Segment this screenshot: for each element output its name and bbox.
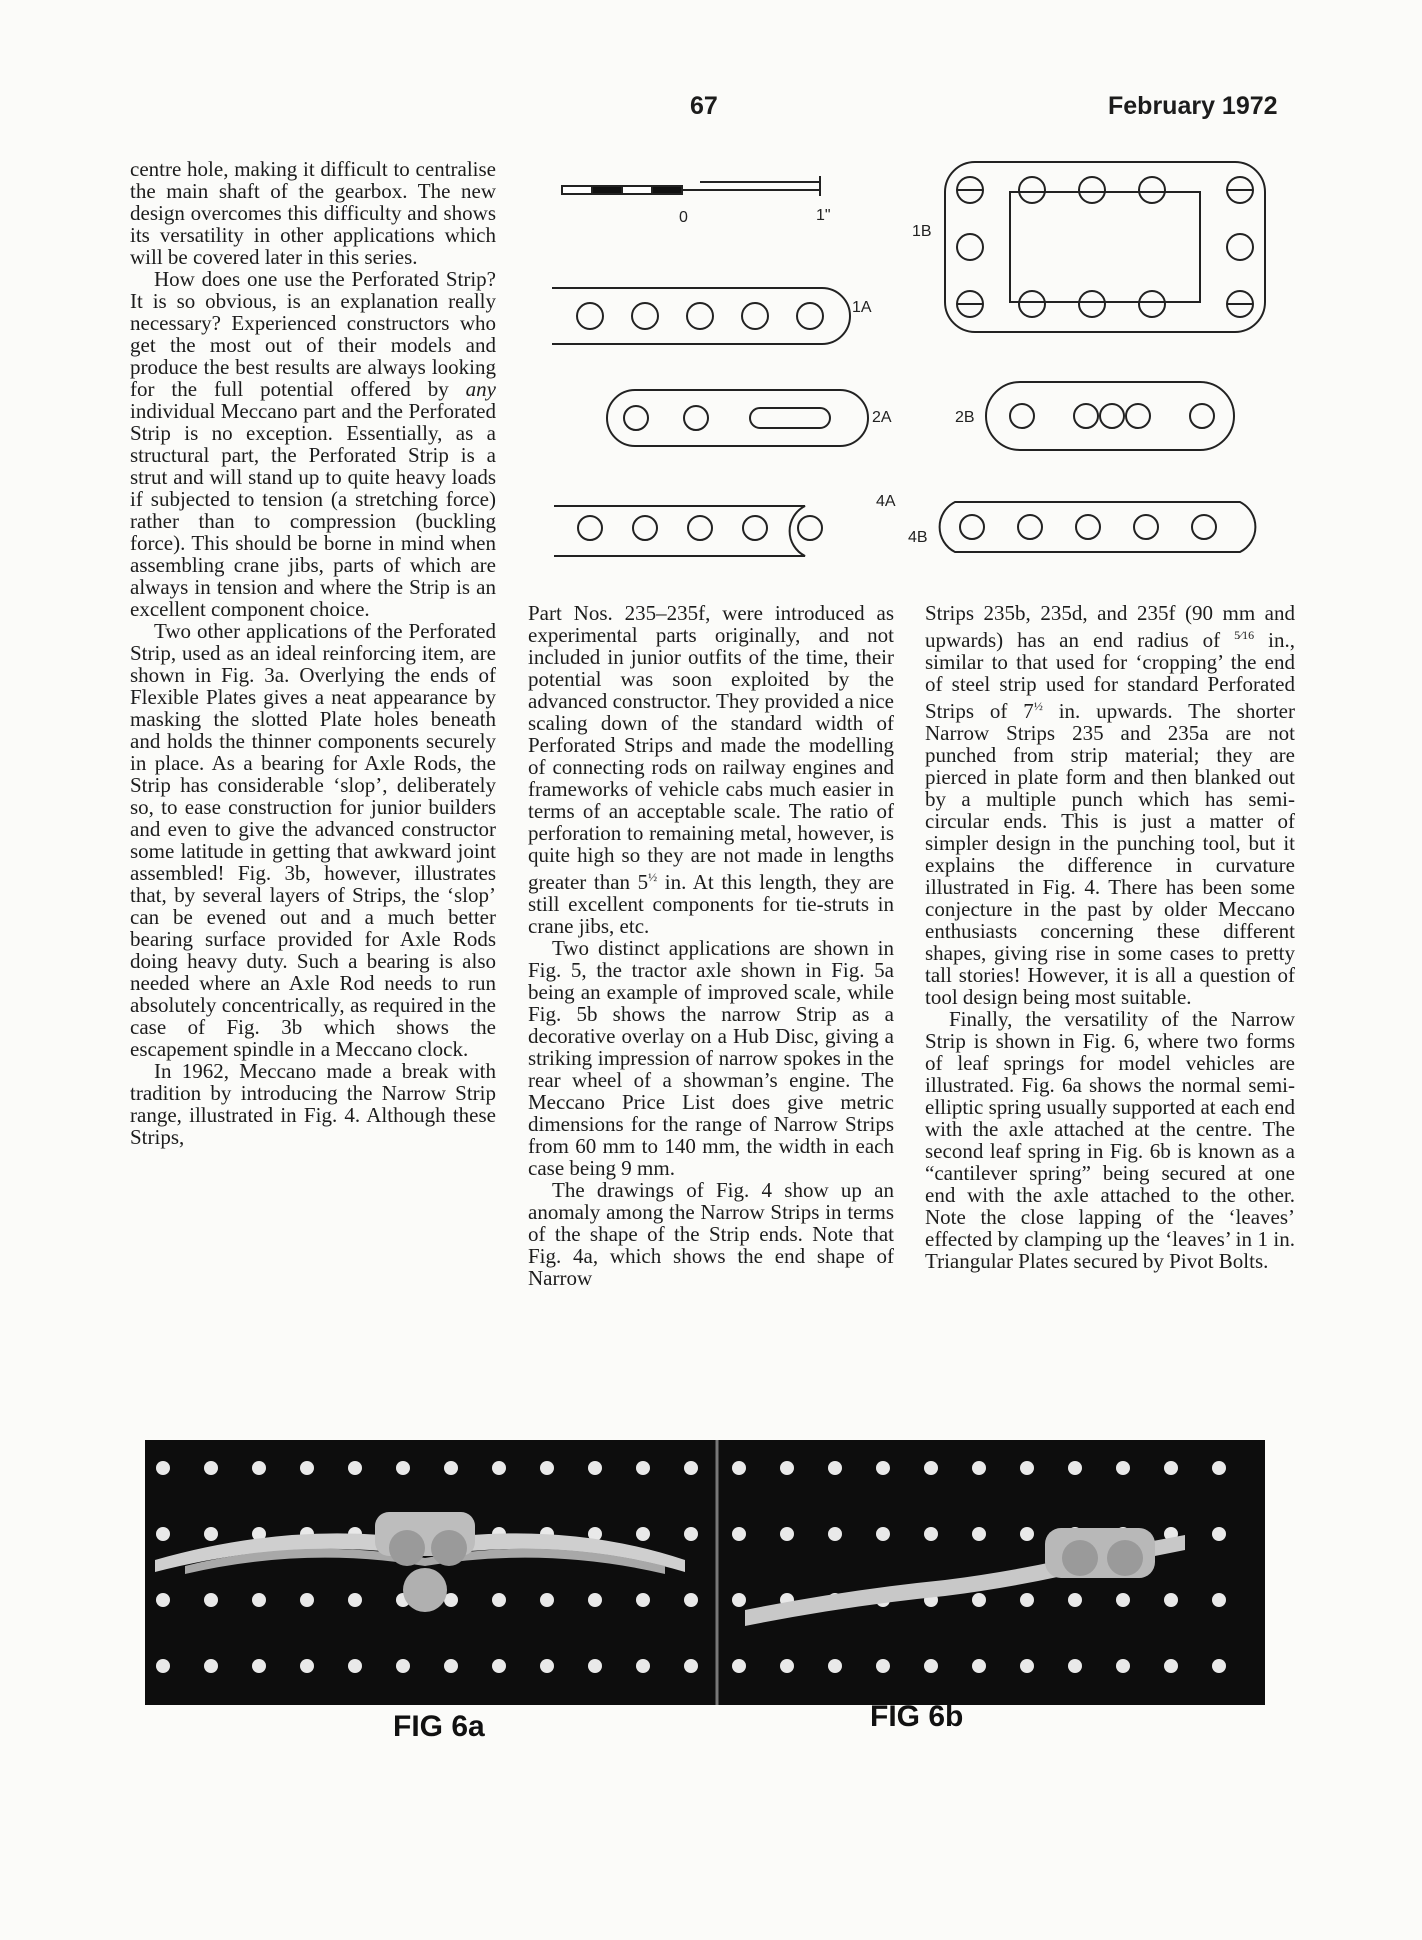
figure-6a-caption: FIG 6a (393, 1710, 485, 1743)
text-run: Part Nos. 235–235f, were introduced as experimental parts originally, and not included in junior outfits of the time, their potential was soon exploited by the advanced constructor. They provided a nice scaling down of the standard width of Perforated Strips and made the modelling of connecting rods on railway engines and frameworks of vehicle cabs much easier in terms of an acceptable scale. The ratio of perforation to remaining metal, however, is quite high so they are not made in lengths greater than 5 (528, 601, 894, 894)
text-column-2 (528, 602, 894, 1289)
strip-2a (607, 390, 868, 446)
paragraph (528, 602, 894, 937)
text-run: How does one use the Perforated Strip? It is so obvious, is an explanation really necessary? Experienced constructors who get the most out of their models and produce the best results are always looking for the full potential offered by (130, 267, 496, 401)
figure-6b-caption: FIG 6b (870, 1700, 964, 1733)
text-column-3 (925, 602, 1295, 1272)
text-run: in. upwards. The shorter Narrow Strips 235 and 235a are not punched from strip material; they are pierced in plate form and then blanked out by a multiple punch which has semi-circular ends. This is just a matter of simpler design in the punching tool, but it explains the difference in curvature illustrated in Fig. 4. There has been some conjecture in the past by older Meccano enthusiasts concerning these different shapes, giving rise in some cases to pretty tall stories! However, it is all a question of tool design being most suitable. (925, 699, 1295, 1009)
label-2b: 2B (955, 409, 975, 426)
plate-1b (945, 162, 1265, 332)
strip-4a (554, 506, 822, 556)
paragraph: Two distinct applications are shown in Fig. 5, the tractor axle shown in Fig. 5a being an example of improved scale, while Fig. 5b shows the narrow Strip as a decorative overlay on a Hub Disc, giving a striking impression of narrow spokes in the rear wheel of a showman’s engine. The Meccano Price List does give metric dimensions for the range of Narrow Strips from 60 mm to 140 mm, the width in each case being 9 mm. (528, 936, 894, 1180)
label-1a: 1A (852, 299, 872, 316)
text-run: in. At this length, they are still excellent components for tie-struts in crane jibs, etc. (528, 870, 894, 938)
text-run: Strips 235b, 235d, and 235f (90 mm and upwards) has an end radius of (925, 601, 1295, 652)
paragraph: In 1962, Meccano made a break with tradition by introducing the Narrow Strip range, illustrated in Fig. 4. Although these Strips, (130, 1059, 496, 1149)
fraction: ½ (648, 870, 658, 884)
strip-2b (986, 382, 1234, 450)
leaf-spring-photo (145, 1440, 1265, 1705)
fraction: ½ (1033, 699, 1043, 713)
paragraph: Finally, the versatility of the Narrow Strip is shown in Fig. 6, where two forms of leaf springs for model vehicles are illustrated. Fig. 6a shows the normal semi-elliptic spring usually supported at each end with the axle attached at the centre. The second leaf spring in Fig. 6b is known as a “cantilever spring” being secured at one end with the axle attached to the other. Note the close lapping of the ‘leaves’ effected by clamping up the ‘leaves’ in 1 in. Triangular Plates secured by Pivot Bolts. (925, 1007, 1295, 1273)
paragraph: Two other applications of the Perforated Strip, used as an ideal reinforcing item, are shown in Fig. 3a. Overlying the ends of Flexible Plates gives a neat appearance by masking the slotted Plate holes beneath and holds the thinner components securely in place. As a bearing for Axle Rods, the Strip has considerable ‘slop’, deliberately so, to ease construction for junior builders and even to give the advanced constructor some latitude in getting that awkward joint assembled! Fig. 3b, however, illustrates that, by several layers of Strips, the ‘slop’ can be evened out and a much better bearing surface provided for Axle Rods doing heavy duty. Such a bearing is also needed where an Axle Rod needs to run absolutely concentrically, as required in the case of Fig. 3b which shows the escapement spindle in a Meccano clock. (130, 619, 496, 1061)
text-column-1 (130, 158, 496, 1148)
scale-inch-label: 1" (816, 207, 831, 224)
label-4b: 4B (908, 529, 928, 546)
emphasis-text: any (465, 377, 496, 401)
text-run: individual Meccano part and the Perforated Strip is no exception. Essentially, as a structural part, the Perforated Strip is a strut and will stand up to quite heavy loads if subjected to tension (a stretching force) rather than to compression (buckling force). This should be borne in mind when assembling crane jibs, parts of which are always in tension and where the Strip is an excellent component choice. (130, 399, 496, 621)
paragraph: The drawings of Fig. 4 show up an anomaly among the Narrow Strips in terms of the shape of the Strip ends. Note that Fig. 4a, which shows the end shape of Narrow (528, 1178, 894, 1290)
paragraph (130, 268, 496, 620)
scale-bar (562, 176, 820, 196)
issue-date: February 1972 (1108, 92, 1278, 120)
fraction: 5⁄16 (1234, 628, 1255, 642)
page-number: 67 (690, 92, 718, 120)
label-1b: 1B (912, 223, 932, 240)
figure-4-drawing (540, 150, 1280, 560)
strip-4b (940, 502, 1256, 552)
label-2a: 2A (872, 409, 892, 426)
scale-zero-label: 0 (679, 209, 688, 226)
paragraph: centre hole, making it difficult to centralise the main shaft of the gearbox. The new design overcomes this difficulty and shows its versatility in other applications which will be covered later in this series. (130, 157, 496, 269)
label-4a: 4A (876, 493, 896, 510)
text-run: in., similar to that used for ‘cropping’ the end of steel strip used for standard Perforated Strips of 7 (925, 628, 1295, 723)
strip-1a (552, 288, 850, 344)
paragraph (925, 602, 1295, 1008)
